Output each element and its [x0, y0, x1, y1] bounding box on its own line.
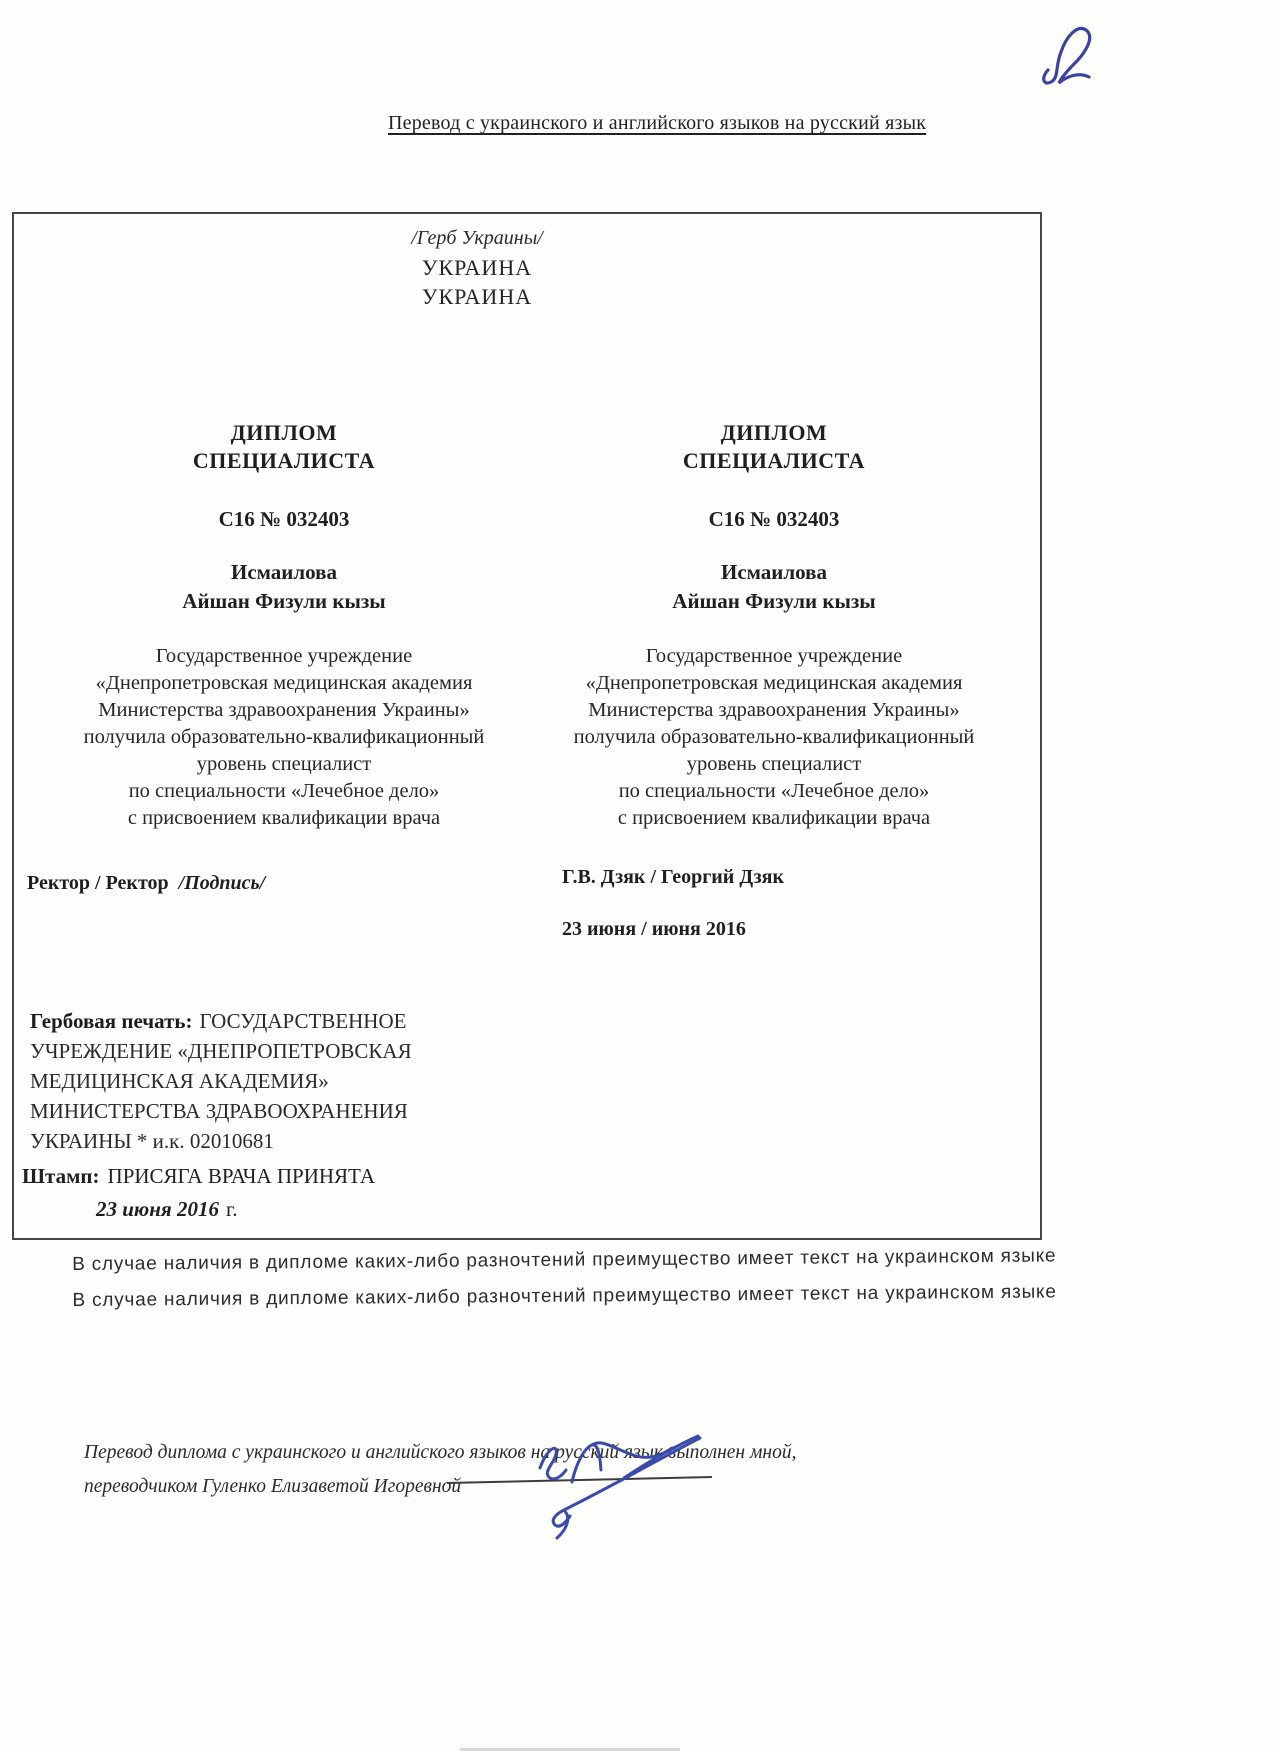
rector-name-line: Г.В. Дзяк / Георгий Дзяк	[562, 866, 784, 888]
rector-label: Ректор / Ректор	[27, 872, 169, 894]
stamp-date-suffix: г.	[226, 1197, 238, 1221]
diploma-box	[12, 212, 1042, 1240]
body-line: с присвоением квалификации врача	[617, 807, 931, 829]
rector-signature-line	[27, 872, 265, 895]
translation-header: Перевод с украинского и английского языков на русский язык	[388, 112, 927, 134]
signature-placeholder-note: /Подпись/	[178, 872, 266, 894]
diploma-title-line2: СПЕЦИАЛИСТА	[192, 448, 376, 473]
handwritten-page-number	[1038, 10, 1102, 94]
diploma-column-right	[534, 419, 1014, 832]
stamp-transcription	[22, 1162, 375, 1223]
diploma-body-text	[534, 643, 1014, 832]
stamp-date: 23 июня 2016	[96, 1197, 219, 1221]
body-line: с присвоением квалификации врача	[127, 807, 441, 829]
body-line: Министерства здравоохранения Украины»	[98, 699, 470, 721]
graduate-name	[534, 558, 1014, 616]
disclaimer-line1: В случае наличия в дипломе каких-либо разночтений преимущество имеет текст на украинском языке	[72, 1245, 1057, 1275]
scan-artifact	[460, 1748, 680, 1751]
seal-text: ГОСУДАРСТВЕННОЕ УЧРЕЖДЕНИЕ «ДНЕПРОПЕТРОВСКАЯ МЕДИЦИНСКАЯ АКАДЕМИЯ» МИНИСТЕРСТВА ЗДРАВООХРАНЕНИЯ УКРАИНЫ * и.к. 02010681	[30, 1009, 412, 1153]
diploma-column-left	[44, 419, 524, 832]
country-name-line1: УКРАИНА	[421, 255, 533, 280]
diploma-title	[534, 419, 1014, 475]
diploma-title	[44, 419, 524, 475]
coat-of-arms-note: /Герб Украины/	[411, 227, 543, 249]
stamp-line2	[96, 1195, 375, 1223]
body-line: Государственное учреждение	[155, 645, 413, 667]
translator-note-line2: переводчиком Гуленко Елизаветой Игоревной	[84, 1476, 462, 1497]
country-name-line2: УКРАИНА	[421, 284, 533, 309]
graduate-given-names: Айшан Физули кызы	[672, 589, 876, 613]
herb-block	[22, 224, 932, 311]
graduate-surname: Исмаилова	[230, 560, 337, 584]
diploma-body-text	[44, 643, 524, 832]
body-line: получила образовательно-квалификационный	[83, 726, 485, 748]
stamp-label: Штамп:	[22, 1164, 100, 1188]
body-line: «Днепропетровская медицинская академия	[95, 672, 473, 694]
body-line: «Днепропетровская медицинская академия	[585, 672, 963, 694]
body-line: получила образовательно-квалификационный	[573, 726, 975, 748]
diploma-serial: С16 № 032403	[218, 507, 350, 531]
body-line: по специальности «Лечебное дело»	[128, 780, 440, 802]
stamp-text: ПРИСЯГА ВРАЧА ПРИНЯТА	[107, 1164, 375, 1188]
stamp-line1	[22, 1162, 375, 1190]
translator-certification	[84, 1436, 884, 1504]
graduate-name	[44, 558, 524, 616]
seal-label: Гербовая печать:	[30, 1009, 193, 1033]
diploma-title-line1: ДИПЛОМ	[230, 420, 338, 445]
body-line: Министерства здравоохранения Украины»	[588, 699, 960, 721]
translator-signature	[500, 1398, 750, 1578]
diploma-date-line: 23 июня / июня 2016	[562, 918, 746, 940]
translator-note-line1: Перевод диплома с украинского и английского языков на русский язык выполнен мной,	[84, 1442, 797, 1463]
discrepancy-disclaimer	[72, 1237, 1173, 1319]
official-seal-transcription	[30, 1006, 482, 1156]
graduate-given-names: Айшан Физули кызы	[182, 589, 386, 613]
diploma-title-line1: ДИПЛОМ	[720, 420, 828, 445]
graduate-surname: Исмаилова	[720, 560, 827, 584]
body-line: Государственное учреждение	[645, 645, 903, 667]
diploma-serial: С16 № 032403	[708, 507, 840, 531]
diploma-title-line2: СПЕЦИАЛИСТА	[682, 448, 866, 473]
disclaimer-line2: В случае наличия в дипломе каких-либо разночтений преимущество имеет текст на украинском языке	[72, 1281, 1057, 1311]
body-line: по специальности «Лечебное дело»	[618, 780, 930, 802]
body-line: уровень специалист	[686, 753, 862, 775]
body-line: уровень специалист	[196, 753, 372, 775]
diploma-columns	[44, 419, 1014, 832]
